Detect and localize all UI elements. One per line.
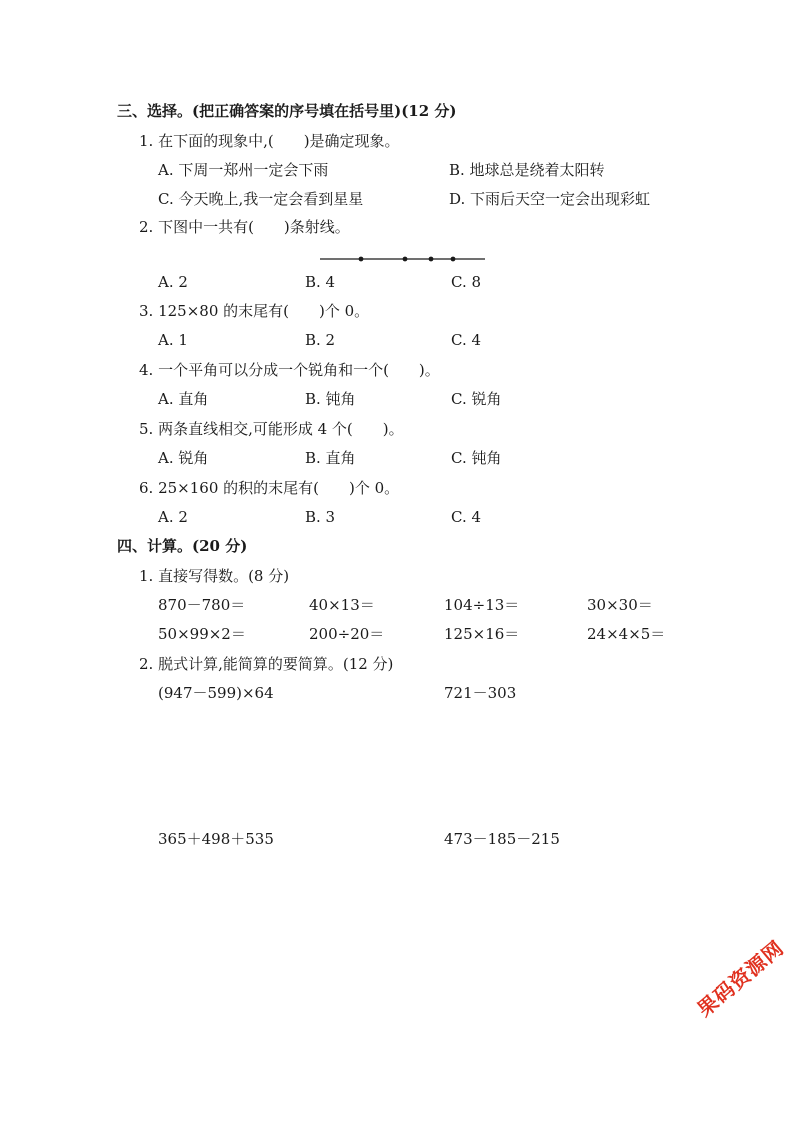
q5-stem: 5. 两条直线相交,可能形成 4 个( )。 [139,420,404,438]
figure-point [359,257,364,262]
q1-option-d: D. 下雨后天空一定会出现彩虹 [449,190,651,208]
section-3-heading: 三、选择。(把正确答案的序号填在括号里)(12 分) [117,102,457,120]
mental-math-item: 50×99×2＝ [158,625,246,643]
q1-option-c: C. 今天晚上,我一定会看到星星 [158,190,364,208]
q2-option-c: C. 8 [451,273,482,291]
figure-point [429,257,434,262]
figure-point [451,257,456,262]
mental-math-item: 30×30＝ [587,596,653,614]
mental-math-item: 125×16＝ [444,625,520,643]
calc-expression: 721－303 [444,684,517,702]
q1-option-b: B. 地球总是绕着太阳转 [449,161,605,179]
q4-option-b: B. 钝角 [305,390,356,408]
q6-stem: 6. 25×160 的积的末尾有( )个 0。 [139,479,400,497]
q4-option-c: C. 锐角 [451,390,502,408]
q2-stem: 2. 下图中一共有( )条射线。 [139,218,350,236]
q3-option-a: A. 1 [158,331,188,349]
calc-expression: (947－599)×64 [158,684,274,702]
watermark-stamp: 果码资源网 [692,935,789,1022]
q3-stem: 3. 125×80 的末尾有( )个 0。 [139,302,370,320]
q4-stem: 4. 一个平角可以分成一个锐角和一个( )。 [139,361,440,379]
q5-option-a: A. 锐角 [158,449,209,467]
figure-point [403,257,408,262]
mental-math-item: 870－780＝ [158,596,246,614]
q2-option-b: B. 4 [305,273,336,291]
q1-stem: 1. 在下面的现象中,( )是确定现象。 [139,132,400,150]
q3-option-b: B. 2 [305,331,336,349]
calc-expression: 473－185－215 [444,830,560,848]
q2-option-a: A. 2 [158,273,188,291]
q6-option-b: B. 3 [305,508,336,526]
section-4-heading: 四、计算。(20 分) [117,537,248,555]
mental-math-item: 40×13＝ [309,596,375,614]
mental-math-item: 24×4×5＝ [587,625,666,643]
q5-option-b: B. 直角 [305,449,356,467]
q1-option-a: A. 下周一郑州一定会下雨 [158,161,329,179]
q5-option-c: C. 钝角 [451,449,502,467]
rays-figure [318,252,488,266]
mental-math-item: 200÷20＝ [309,625,385,643]
part2-title: 2. 脱式计算,能简算的要简算。(12 分) [139,655,394,673]
q6-option-a: A. 2 [158,508,188,526]
calc-expression: 365＋498＋535 [158,830,274,848]
q3-option-c: C. 4 [451,331,482,349]
q6-option-c: C. 4 [451,508,482,526]
mental-math-item: 104÷13＝ [444,596,520,614]
q4-option-a: A. 直角 [158,390,209,408]
part1-title: 1. 直接写得数。(8 分) [139,567,290,585]
